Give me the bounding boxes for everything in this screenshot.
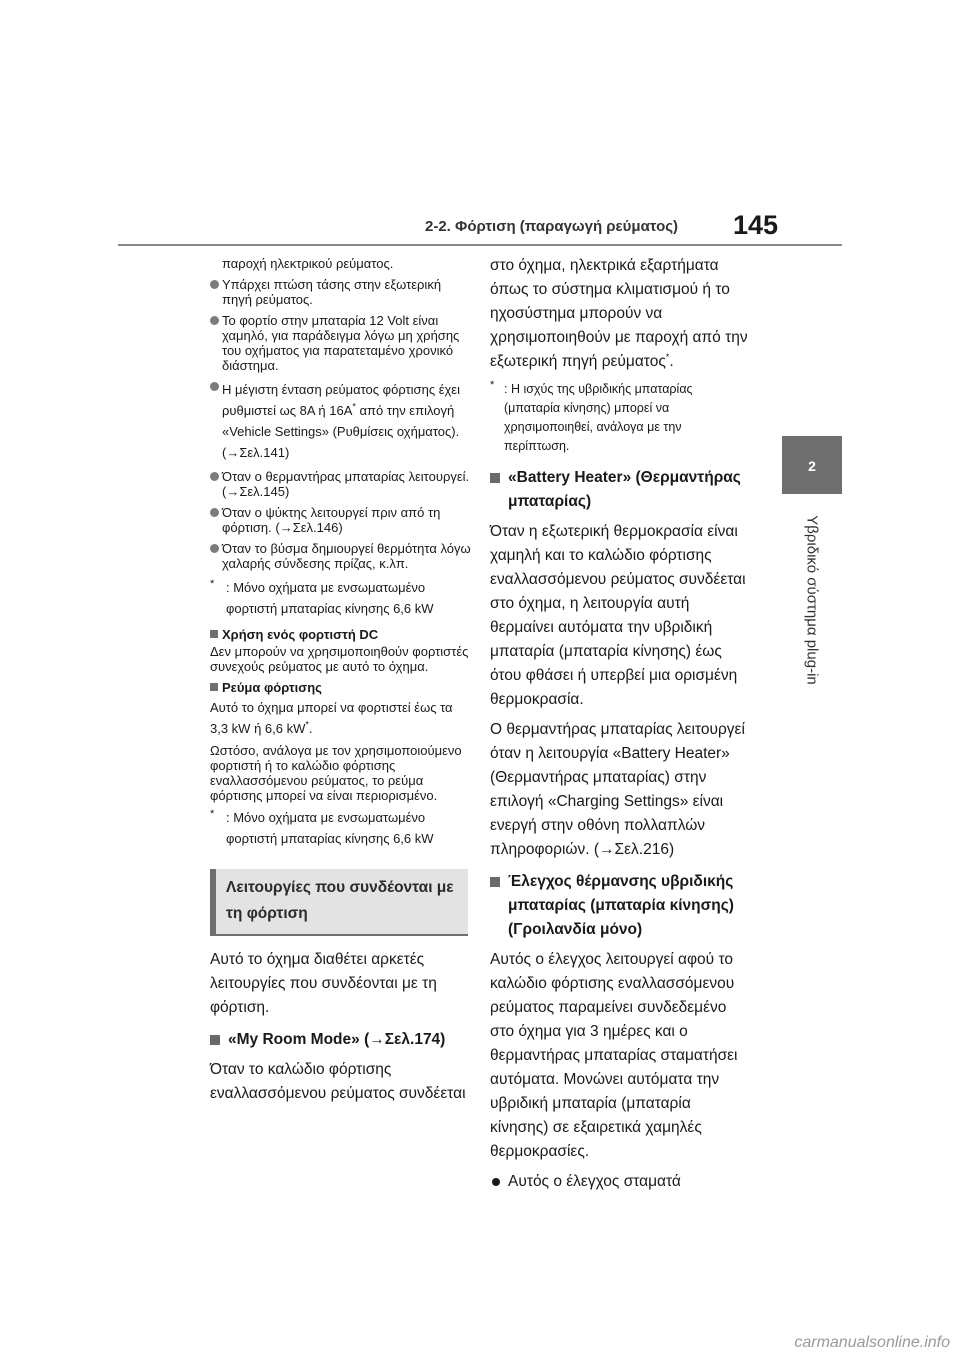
continuation-text: στο όχημα, ηλεκτρικά εξαρτήματα όπως το σύστημα κλιματισμού ή το ηχοσύστημα μπορούν να χρησιμοποιηθούν με παροχή από την εξωτερική πηγή ρεύματος*. — [490, 257, 748, 370]
footnote: * : Η ισχύς της υβριδικής μπαταρίας (μπαταρία κίνησης) μπορεί να χρησιμοποιηθεί, ανάλογα με την περίπτωση. — [490, 379, 693, 453]
list-item: Όταν ο ψύκτης λειτουργεί πριν από τη φόρτιση. (→Σελ.146) — [210, 505, 472, 535]
footnote: * : Μόνο οχήματα με ενσωματωμένο φορτιστή μπαταρίας κίνησης 6,6 kW — [210, 808, 434, 846]
bullet-icon — [210, 508, 219, 517]
paragraph: Όταν η εξωτερική θερμοκρασία είναι χαμηλή και το καλώδιο φόρτισης εναλλασσόμενου ρεύματος συνδέεται στο όχημα, η λειτουργία αυτή θερμαίνει αυτόματα την υβριδική μπαταρία (μπαταρία κίνησης) έως ότου φθάσει ή υπερβεί μια ορισμένη θερμοκρασία. — [490, 523, 746, 708]
continuation-text: παροχή ηλεκτρικού ρεύματος. — [222, 256, 394, 271]
subheading-dc: Χρήση ενός φορτιστή DC — [210, 627, 472, 642]
paragraph: Δεν μπορούν να χρησιμοποιηθούν φορτιστές συνεχούς ρεύματος με αυτό το όχημα. — [210, 644, 469, 674]
section-title: 2-2. Φόρτιση (παραγωγή ρεύματος) — [425, 218, 679, 235]
square-bullet-icon — [490, 473, 500, 483]
right-column — [490, 254, 750, 1194]
footnote: * : Μόνο οχήματα με ενσωματωμένο φορτιστή μπαταρίας κίνησης 6,6 kW — [210, 578, 434, 616]
subheading-battery-heater: «Battery Heater» (Θερμαντήρας μπαταρίας) — [490, 466, 750, 514]
chapter-tab: 2 — [782, 436, 842, 494]
watermark: carmanualsonline.info — [794, 1334, 950, 1351]
bullet-icon — [210, 544, 219, 553]
list-item: Υπάρχει πτώση τάσης στην εξωτερική πηγή ρεύματος. — [210, 277, 472, 307]
square-bullet-icon — [210, 630, 218, 638]
list-item: Όταν ο θερμαντήρας μπαταρίας λειτουργεί. (→Σελ.145) — [210, 469, 472, 499]
left-column — [210, 256, 472, 1106]
paragraph: Αυτό το όχημα διαθέτει αρκετές λειτουργίες που συνδέονται με τη φόρτιση. — [210, 951, 437, 1016]
list-item: Η μέγιστη ένταση ρεύματος φόρτισης έχει ρυθμιστεί ως 8A ή 16A* από την επιλογή «Vehicle Settings» (Ρυθμίσεις οχήματος). (→Σελ.141) — [210, 379, 472, 463]
list-item: Όταν το βύσμα δημιουργεί θερμότητα λόγω χαλαρής σύνδεσης πρίζας, κ.λπ. — [210, 541, 472, 571]
bullet-icon — [210, 472, 219, 481]
paragraph: Όταν το καλώδιο φόρτισης εναλλασσόμενου ρεύματος συνδέεται — [210, 1061, 466, 1102]
paragraph: Ο θερμαντήρας μπαταρίας λειτουργεί όταν η λειτουργία «Battery Heater» (Θερμαντήρας μπαταρίας) στην επιλογή «Charging Settings» είναι ενεργή στην οθόνη πολλαπλών πληροφοριών. (→Σελ.216) — [490, 721, 745, 858]
chapter-title: Υβριδικό σύστημα plug-in — [803, 515, 821, 685]
section-heading-box: Λειτουργίες που συνδέονται με τη φόρτιση — [210, 869, 468, 936]
bullet-icon — [210, 316, 219, 325]
subheading-temp-control: Έλεγχος θέρμανσης υβριδικής μπαταρίας (μπαταρία κίνησης) (Γροιλανδία μόνο) — [490, 870, 750, 942]
bullet-icon — [210, 280, 219, 289]
paragraph: Αυτός ο έλεγχος λειτουργεί αφού το καλώδιο φόρτισης εναλλασσόμενου ρεύματος παραμείνει συνδεδεμένο στο όχημα για 3 ημέρες και ο θερμαντήρας μπαταρίας σταματήσει αυτόματα. Μονώνει αυτόματα την υβριδική μπαταρία (μπαταρία κίνησης) σε εξαιρετικά χαμηλές θερμοκρασίες. — [490, 951, 738, 1160]
list-item: Αυτός ο έλεγχος σταματά — [490, 1170, 750, 1194]
paragraph: Ωστόσο, ανάλογα με τον χρησιμοποιούμενο φορτιστή ή το καλώδιο φόρτισης εναλλασσόμενου ρεύματος, το ρεύμα φόρτισης μπορεί να είναι περιορισμένο. — [210, 743, 462, 803]
square-bullet-icon — [490, 877, 500, 887]
bullet-icon — [492, 1178, 500, 1186]
header-rule — [118, 244, 842, 246]
bullet-icon — [210, 382, 219, 391]
subheading-my-room: «My Room Mode» (→Σελ.174) — [210, 1028, 472, 1052]
page-number: 145 — [733, 210, 779, 240]
square-bullet-icon — [210, 683, 218, 691]
list-item: Το φορτίο στην μπαταρία 12 Volt είναι χαμηλό, για παράδειγμα λόγω μη χρήσης του οχήματος για παρατεταμένο χρονικό διάστημα. — [210, 313, 472, 373]
subheading-current: Ρεύμα φόρτισης — [210, 680, 472, 695]
paragraph: Αυτό το όχημα μπορεί να φορτιστεί έως τα 3,3 kW ή 6,6 kW*. — [210, 700, 453, 736]
square-bullet-icon — [210, 1035, 220, 1045]
